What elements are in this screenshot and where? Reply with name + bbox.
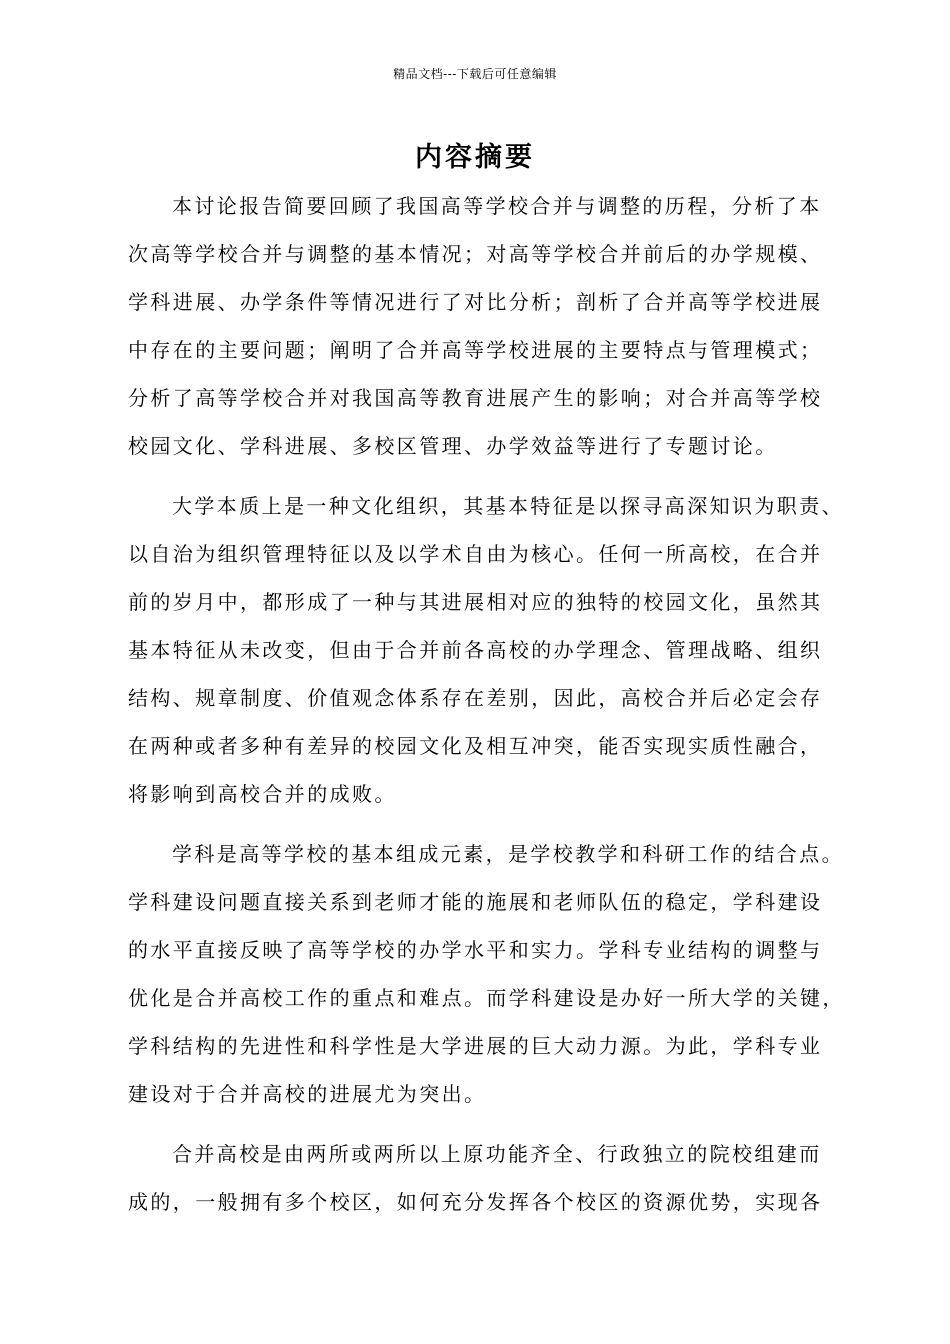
paragraph-line: 结构、规章制度、价值观念体系存在差别，因此，高校合并后必定会存 — [128, 686, 823, 710]
paragraph-line: 的水平直接反映了高等学校的办学水平和实力。学科专业结构的调整与 — [128, 938, 823, 962]
paragraph-line: 建设对于合并高校的进展尤为突出。 — [128, 1082, 487, 1106]
paragraph-summary — [128, 182, 848, 470]
paragraph-line: 学科进展、办学条件等情况进行了对比分析；剖析了合并高等学校进展 — [128, 290, 823, 314]
paragraph-line: 学科建设问题直接关系到老师才能的施展和老师队伍的稳定，学科建设 — [128, 890, 823, 914]
paragraph-discipline — [128, 830, 848, 1118]
paragraph-line: 将影响到高校合并的成败。 — [128, 782, 397, 806]
page-title: 内容摘要 — [415, 142, 535, 173]
paragraph-line: 校园文化、学科进展、多校区管理、办学效益等进行了专题讨论。 — [128, 434, 778, 458]
paragraph-line: 学科是高等学校的基本组成元素，是学校教学和科研工作的结合点。 — [172, 842, 844, 866]
paragraph-line: 以自治为组织管理特征以及以学术自由为核心。任何一所高校，在合并 — [128, 542, 823, 566]
paragraph-campus-culture — [128, 482, 848, 818]
paragraph-line: 合并高校是由两所或两所以上原功能齐全、行政独立的院校组建而 — [172, 1142, 822, 1166]
document-body — [128, 182, 848, 1238]
paragraph-line: 成的，一般拥有多个校区，如何充分发挥各个校区的资源优势，实现各 — [128, 1190, 823, 1214]
paragraph-line: 次高等学校合并与调整的基本情况；对高等学校合并前后的办学规模、 — [128, 242, 823, 266]
page-header: 精品文档---下载后可任意编辑 — [393, 67, 557, 81]
paragraph-line: 前的岁月中，都形成了一种与其进展相对应的独特的校园文化，虽然其 — [128, 590, 823, 614]
paragraph-line: 学科结构的先进性和科学性是大学进展的巨大动力源。为此，学科专业 — [128, 1034, 823, 1058]
paragraph-line: 分析了高等学校合并对我国高等教育进展产生的影响；对合并高等学校 — [128, 386, 823, 410]
paragraph-line: 基本特征从未改变，但由于合并前各高校的办学理念、管理战略、组织 — [128, 638, 823, 662]
paragraph-line: 优化是合并高校工作的重点和难点。而学科建设是办好一所大学的关键， — [128, 986, 845, 1010]
paragraph-line: 本讨论报告简要回顾了我国高等学校合并与调整的历程，分析了本 — [172, 194, 822, 218]
paragraph-line: 在两种或者多种有差异的校园文化及相互冲突，能否实现实质性融合， — [128, 734, 823, 758]
paragraph-line: 中存在的主要问题；阐明了合并高等学校进展的主要特点与管理模式； — [128, 338, 823, 362]
paragraph-line: 大学本质上是一种文化组织，其基本特征是以探寻高深知识为职责、 — [172, 494, 844, 518]
paragraph-multi-campus — [128, 1130, 848, 1226]
